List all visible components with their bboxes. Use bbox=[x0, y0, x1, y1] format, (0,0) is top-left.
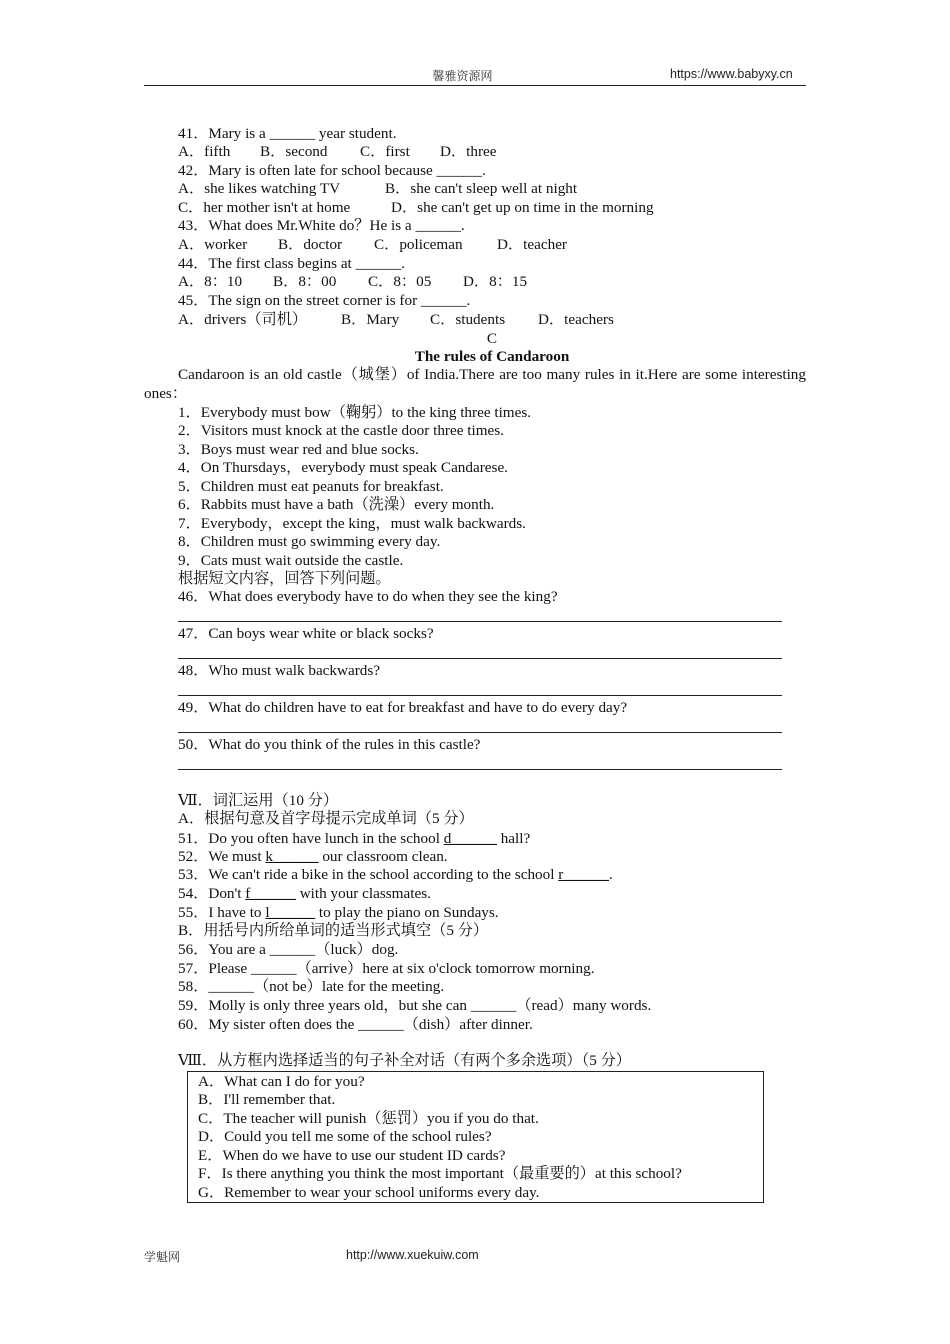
option-b: B．Mary bbox=[341, 311, 400, 328]
q-text: 53．We can't ride a bike in the school according to the school bbox=[178, 866, 559, 883]
q-text: with your classmates. bbox=[295, 885, 431, 902]
rule-item: 3．Boys must wear red and blue socks. bbox=[178, 441, 419, 458]
box-option-g: G．Remember to wear your school uniforms every day. bbox=[198, 1184, 540, 1201]
header-divider bbox=[144, 85, 806, 86]
blank-52[interactable]: k______ bbox=[265, 848, 319, 865]
question-45: 45．The sign on the street corner is for ______. bbox=[178, 292, 471, 309]
option-c: C．her mother isn't at home bbox=[178, 199, 351, 216]
rule-item: 8．Children must go swimming every day. bbox=[178, 533, 441, 550]
option-a: A．worker bbox=[178, 236, 248, 253]
section-c-letter: C bbox=[486, 330, 498, 347]
box-option-d: D．Could you tell me some of the school rules? bbox=[198, 1128, 492, 1145]
rule-item: 2．Visitors must knock at the castle door three times. bbox=[178, 422, 504, 439]
option-c: C．8：05 bbox=[368, 273, 432, 290]
option-b: B．second bbox=[260, 143, 328, 160]
header-site: 馨雅资源网 bbox=[432, 69, 493, 83]
option-c: C．policeman bbox=[374, 236, 463, 253]
question-58: 58．______（not be）late for the meeting. bbox=[178, 978, 445, 995]
question-48: 48．Who must walk backwards? bbox=[178, 662, 381, 679]
question-50: 50．What do you think of the rules in this castle? bbox=[178, 736, 481, 753]
box-option-f: F．Is there anything you think the most important（最重要的）at this school? bbox=[198, 1165, 682, 1182]
question-51 bbox=[178, 830, 530, 848]
rule-item: 6．Rabbits must have a bath（洗澡）every month. bbox=[178, 496, 495, 513]
q-text: 51．Do you often have lunch in the school bbox=[178, 830, 444, 847]
box-option-e: E．When do we have to use our student ID cards? bbox=[198, 1147, 506, 1164]
section-8-heading: Ⅷ．从方框内选择适当的句子补全对话（有两个多余选项）（5 分） bbox=[178, 1052, 631, 1069]
option-b: B．she can't sleep well at night bbox=[385, 180, 578, 197]
rule-item: 9．Cats must wait outside the castle. bbox=[178, 552, 404, 569]
option-b: B．doctor bbox=[278, 236, 343, 253]
question-44-options bbox=[178, 273, 527, 291]
question-42-options-ab bbox=[178, 180, 577, 198]
question-41-options bbox=[178, 143, 497, 161]
question-44: 44．The first class begins at ______. bbox=[178, 255, 405, 272]
option-a: A．8：10 bbox=[178, 273, 243, 290]
option-a: A．she likes watching TV bbox=[178, 180, 341, 197]
q-text: 52．We must bbox=[178, 848, 266, 865]
q-text: 55．I have to bbox=[178, 904, 266, 921]
answer-line-49[interactable] bbox=[178, 732, 782, 733]
blank-51[interactable]: d______ bbox=[443, 830, 497, 847]
answer-line-48[interactable] bbox=[178, 695, 782, 696]
answer-line-46[interactable] bbox=[178, 621, 782, 622]
answer-line-47[interactable] bbox=[178, 658, 782, 659]
section-c-instruction: 根据短文内容，回答下列问题。 bbox=[178, 570, 391, 587]
rule-item: 5．Children must eat peanuts for breakfast. bbox=[178, 478, 444, 495]
option-d: D．she can't get up on time in the morning bbox=[391, 199, 654, 216]
section-7-heading: Ⅶ．词汇运用（10 分） bbox=[178, 792, 339, 809]
header-url: https://www.babyxy.cn bbox=[670, 67, 793, 81]
rule-item: 7．Everybody，except the king，must walk backwards. bbox=[178, 515, 526, 532]
option-a: A．drivers（司机） bbox=[178, 311, 308, 328]
answer-line-50[interactable] bbox=[178, 769, 782, 770]
option-d: D．8：15 bbox=[463, 273, 528, 290]
option-c: C．first bbox=[360, 143, 410, 160]
q-text: 54．Don't bbox=[178, 885, 246, 902]
section-7-part-b: B．用括号内所给单词的适当形式填空（5 分） bbox=[178, 922, 489, 939]
footer-site: 学魁网 bbox=[144, 1250, 181, 1264]
blank-53[interactable]: r______ bbox=[558, 866, 609, 883]
option-d: D．teacher bbox=[497, 236, 567, 253]
q-text: to play the piano on Sundays. bbox=[315, 904, 499, 921]
question-59: 59．Molly is only three years old，but she can ______（read）many words. bbox=[178, 997, 652, 1014]
question-43: 43．What does Mr.White do？He is a ______. bbox=[178, 217, 465, 234]
box-option-a: A．What can I do for you? bbox=[198, 1073, 365, 1090]
question-45-options bbox=[178, 311, 614, 329]
option-c: C．students bbox=[430, 311, 506, 328]
question-41: 41．Mary is a ______ year student. bbox=[178, 125, 397, 142]
options-box bbox=[187, 1071, 764, 1203]
q-text: our classroom clean. bbox=[318, 848, 448, 865]
question-49: 49．What do children have to eat for breakfast and have to do every day? bbox=[178, 699, 628, 716]
blank-55[interactable]: l______ bbox=[265, 904, 316, 921]
option-b: B．8：00 bbox=[273, 273, 337, 290]
question-57: 57．Please ______（arrive）here at six o'clock tomorrow morning. bbox=[178, 960, 595, 977]
section-c-title: The rules of Candaroon bbox=[414, 348, 570, 365]
q-text: hall? bbox=[496, 830, 531, 847]
option-d: D．three bbox=[440, 143, 497, 160]
question-43-options bbox=[178, 236, 567, 254]
question-46: 46．What does everybody have to do when they see the king? bbox=[178, 588, 558, 605]
question-42-options-cd bbox=[178, 199, 654, 217]
option-a: A．fifth bbox=[178, 143, 231, 160]
question-55 bbox=[178, 904, 499, 922]
question-42: 42．Mary is often late for school because ______. bbox=[178, 162, 486, 179]
section-c-intro: Candaroon is an old castle（城堡）of India.There are too many rules in it.Here are some interesting ones： bbox=[144, 366, 806, 402]
footer-url: http://www.xuekuiw.com bbox=[346, 1248, 479, 1262]
question-53 bbox=[178, 866, 613, 884]
rule-item: 4．On Thursdays，everybody must speak Candarese. bbox=[178, 459, 508, 476]
question-52 bbox=[178, 848, 448, 866]
box-option-c: C．The teacher will punish（惩罚）you if you do that. bbox=[198, 1110, 539, 1127]
question-56: 56．You are a ______（luck）dog. bbox=[178, 941, 399, 958]
option-d: D．teachers bbox=[538, 311, 614, 328]
question-54 bbox=[178, 885, 431, 903]
q-text: . bbox=[608, 866, 613, 883]
section-7-part-a: A．根据句意及首字母提示完成单词（5 分） bbox=[178, 810, 474, 827]
question-47: 47．Can boys wear white or black socks? bbox=[178, 625, 434, 642]
rule-item: 1．Everybody must bow（鞠躬）to the king three times. bbox=[178, 404, 532, 421]
blank-54[interactable]: f______ bbox=[245, 885, 296, 902]
box-option-b: B．I'll remember that. bbox=[198, 1091, 336, 1108]
question-60: 60．My sister often does the ______（dish）after dinner. bbox=[178, 1016, 533, 1033]
